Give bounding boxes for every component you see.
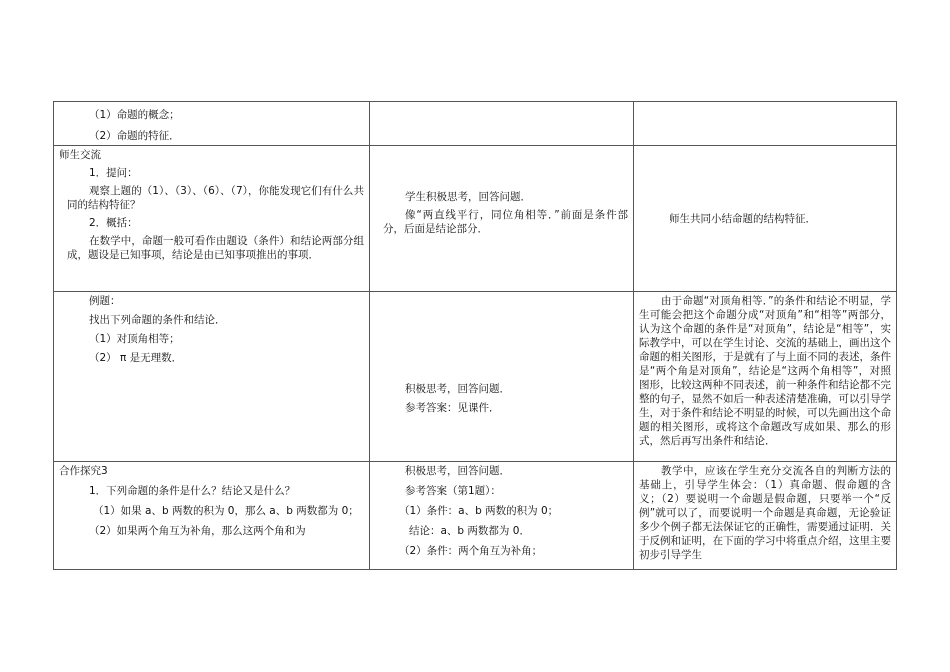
list-item: （1）条件：a、b 两数的积为 0； [399,505,559,517]
paragraph: 师生共同小结命题的结构特征． [669,212,816,225]
paragraph: 参考答案：见课件． [405,402,500,414]
list-item: （2）命题的特征． [89,130,180,142]
paragraph: 积极思考，回答问题． [405,383,510,395]
list-item: 1．提问： [89,167,138,179]
paragraph: 积极思考，回答问题． [405,465,510,477]
row1-right-cell [634,102,897,146]
lesson-plan-table [53,101,897,570]
paragraph: 在数学中，命题一般可看作由题设（条件）和结论两部分组成，题设是已知事项，结论是由已知事项推出的事项． [67,235,364,261]
row1-middle-cell [370,102,634,146]
table-row [54,462,897,570]
list-item: 找出下列命题的条件和结论． [89,314,226,326]
list-item: （2）条件：两个角互为补角； [399,545,543,557]
list-item: 1．下列命题的条件是什么？结论又是什么？ [89,485,296,497]
list-item: 例题： [89,295,121,307]
row4-right-cell [634,462,897,570]
list-item: （1）如果 a、b 两数的积为 0，那么 a、b 两数都为 0； [93,505,359,517]
list-item: 结论：a、b 两数都为 0． [409,525,530,537]
paragraph: 像“两直线平行，同位角相等．”前面是条件部分，后面是结论部分． [383,209,628,235]
row3-left-cell [54,292,370,462]
row1-left-cell [54,102,370,146]
row4-left-cell [54,462,370,570]
paragraph: 参考答案（第1题）： [405,485,501,497]
row4-middle-cell [370,462,634,570]
paragraph: 观察上题的（1）、（3）、（6）、（7），你能发现它们有什么共同的结构特征？ [67,185,364,211]
paragraph: 由于命题“对顶角相等．”的条件和结论不明显，学生可能会把这个命题分成“对顶角”和“相等”两部分，认为这个命题的条件是“对顶角”，结论是“相等”，实际教学中，可以在学生讨论、交流的基础上，画出这个命题的相关图形，于是就有了与上面不同的表述，条件是“两个角是对顶角”，结论是“这两个角相等”，对照图形，比较这两种不同表述，前一种条件和结论都不完整的句子，显然不如后一种表述清楚准确，可以引导学生，对于条件和结论不明显的时候，可以先画出这个命题的相关图形，或将这个命题改写成如果、那么的形式，然后再写出条件和结论． [639,295,891,447]
table-row [54,292,897,462]
paragraph: 教学中，应该在学生充分交流各自的判断方法的基础上，引导学生体会：（1）真命题、假命题的含义；（2）要说明一个命题是假命题，只要举一个“反例”就可以了，而要说明一个命题是真命题，无论验证多少个例子都无法保证它的正确性，需要通过证明．关于反例和证明，在下面的学习中将重点介绍，这里主要初步引导学生 [639,465,891,561]
paragraph: 学生积极思考，回答问题． [405,191,531,203]
section-heading: 师生交流 [59,149,101,161]
row2-left-cell [54,146,370,292]
row2-right-cell [634,146,897,292]
row2-middle-cell [370,146,634,292]
table-row [54,102,897,146]
row3-middle-cell [370,292,634,462]
list-item: （2） π 是无理数． [89,352,183,364]
row3-right-cell [634,292,897,462]
table-row [54,146,897,292]
list-item: （1）命题的概念； [89,109,180,121]
list-item: 2．概括： [89,217,138,229]
list-item: （1）对顶角相等； [89,333,180,345]
list-item: （2）如果两个角互为补角，那么这两个角和为 [89,525,306,537]
section-heading: 合作探究3 [59,465,108,477]
